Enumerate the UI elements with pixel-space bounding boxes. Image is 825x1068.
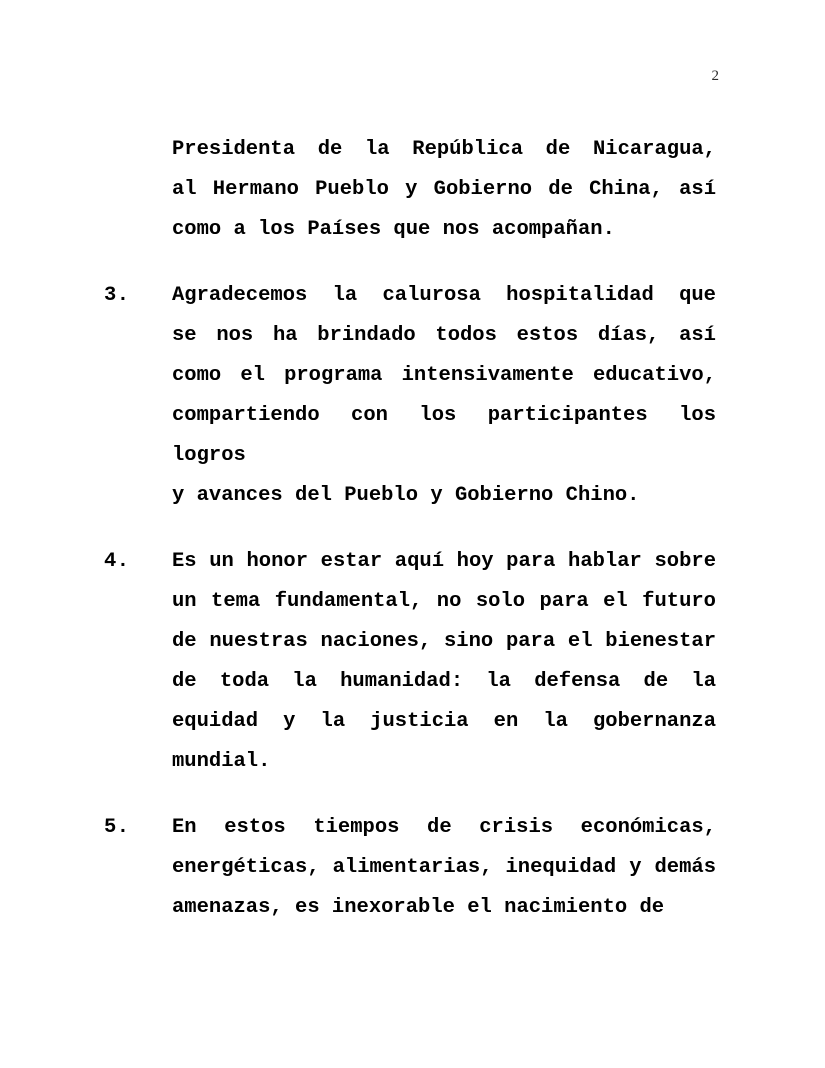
numbered-paragraph: [104, 808, 716, 928]
paragraph-text: [172, 808, 716, 928]
paragraph-line: al Hermano Pueblo y Gobierno de China, así: [172, 178, 716, 201]
paragraph-marker: 4.: [104, 550, 130, 573]
paragraph-line: Es un honor estar aquí hoy para hablar sobre: [172, 550, 716, 573]
paragraph-marker: 5.: [104, 816, 130, 839]
paragraph-text: [172, 542, 716, 782]
continuation-paragraph: [104, 130, 716, 250]
document-body: [104, 130, 729, 928]
paragraph-line: mundial.: [172, 750, 271, 773]
numbered-paragraph: [104, 276, 729, 516]
page-number: 2: [711, 68, 719, 84]
paragraph-line: compartiendo con los participantes los logros: [172, 404, 729, 467]
paragraph-line: y avances del Pueblo y Gobierno Chino.: [172, 484, 640, 507]
paragraph-line: Presidenta de la República de Nicaragua,: [172, 138, 716, 161]
paragraph-line: se nos ha brindado todos estos días, así: [172, 324, 716, 347]
paragraph-line: de toda la humanidad: la defensa de la: [172, 670, 716, 693]
numbered-paragraph: [104, 542, 716, 782]
paragraph-line: un tema fundamental, no solo para el futuro: [172, 590, 716, 613]
paragraph-text: [172, 130, 716, 250]
paragraph-line: equidad y la justicia en la gobernanza: [172, 710, 716, 733]
paragraph-line: Agradecemos la calurosa hospitalidad que: [172, 284, 716, 307]
paragraph-line: En estos tiempos de crisis económicas,: [172, 816, 716, 839]
paragraph-line: amenazas, es inexorable el nacimiento de: [172, 896, 665, 919]
paragraph-line: como el programa intensivamente educativo,: [172, 364, 716, 387]
paragraph-line: como a los Países que nos acompañan.: [172, 218, 615, 241]
paragraph-text: [172, 276, 729, 516]
paragraph-line: de nuestras naciones, sino para el bienestar: [172, 630, 716, 653]
paragraph-line: energéticas, alimentarias, inequidad y demás: [172, 856, 716, 879]
paragraph-marker: 3.: [104, 284, 130, 307]
